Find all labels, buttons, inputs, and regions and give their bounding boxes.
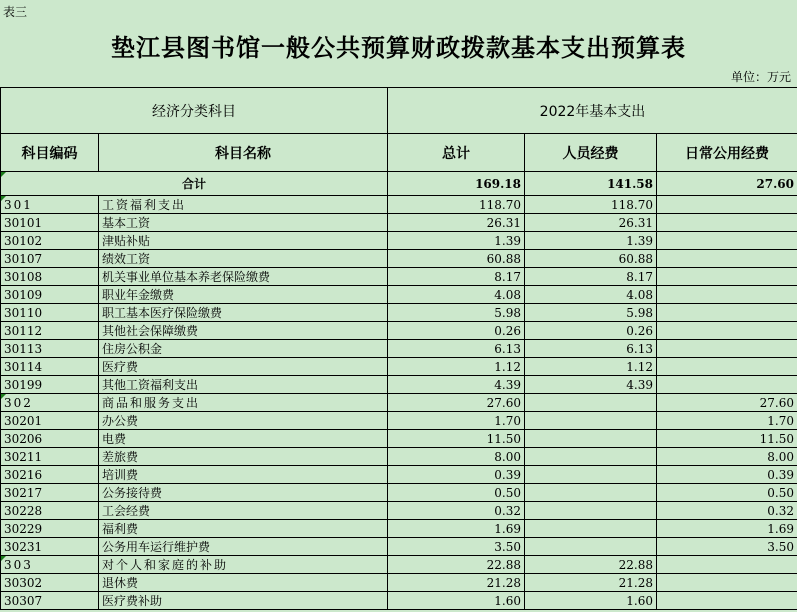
table-row [1, 322, 797, 340]
personnel-cell [525, 448, 657, 466]
personnel-cell: 22.88 [525, 556, 657, 574]
public-cell: 1.69 [657, 520, 797, 538]
table-row [1, 376, 797, 394]
name-cell: 福利费 [99, 520, 388, 538]
code-cell: 30101 [1, 214, 99, 232]
budget-table [0, 87, 797, 610]
header-row-1 [1, 88, 797, 134]
name-cell: 公务用车运行维护费 [99, 538, 388, 556]
public-cell: 0.32 [657, 502, 797, 520]
public-cell [657, 556, 797, 574]
totals-row [1, 172, 797, 196]
code-cell: 30199 [1, 376, 99, 394]
public-cell: 3.50 [657, 538, 797, 556]
personnel-cell: 118.70 [525, 196, 657, 214]
table-row [1, 430, 797, 448]
personnel-cell [525, 502, 657, 520]
code-cell: 30228 [1, 502, 99, 520]
totals-public: 27.60 [657, 172, 797, 196]
total-cell: 0.32 [388, 502, 525, 520]
personnel-cell: 1.39 [525, 232, 657, 250]
total-cell: 118.70 [388, 196, 525, 214]
public-cell: 11.50 [657, 430, 797, 448]
table-row [1, 520, 797, 538]
total-cell: 1.69 [388, 520, 525, 538]
total-cell: 26.31 [388, 214, 525, 232]
code-cell: 30102 [1, 232, 99, 250]
public-cell: 1.70 [657, 412, 797, 430]
personnel-cell: 0.26 [525, 322, 657, 340]
name-cell: 医疗费补助 [99, 592, 388, 610]
total-cell: 4.08 [388, 286, 525, 304]
total-cell: 5.98 [388, 304, 525, 322]
personnel-cell [525, 412, 657, 430]
public-cell [657, 322, 797, 340]
code-cell: 30108 [1, 268, 99, 286]
header-personnel: 人员经费 [525, 134, 657, 172]
public-cell [657, 232, 797, 250]
name-cell: 培训费 [99, 466, 388, 484]
table-row [1, 286, 797, 304]
total-cell: 21.28 [388, 574, 525, 592]
code-cell: 30107 [1, 250, 99, 268]
public-cell [657, 268, 797, 286]
table-row [1, 340, 797, 358]
personnel-cell [525, 484, 657, 502]
code-cell: 30201 [1, 412, 99, 430]
header-year-expense: 2022年基本支出 [388, 88, 797, 134]
name-cell: 电费 [99, 430, 388, 448]
name-cell: 住房公积金 [99, 340, 388, 358]
table-row [1, 214, 797, 232]
totals-label: 合计 [1, 172, 388, 196]
total-cell: 0.50 [388, 484, 525, 502]
personnel-cell: 1.12 [525, 358, 657, 376]
name-cell: 职业年金缴费 [99, 286, 388, 304]
name-cell: 对个人和家庭的补助 [99, 556, 388, 574]
table-row [1, 412, 797, 430]
personnel-cell: 26.31 [525, 214, 657, 232]
header-name: 科目名称 [99, 134, 388, 172]
personnel-cell [525, 538, 657, 556]
table-row [1, 502, 797, 520]
code-cell: 30211 [1, 448, 99, 466]
code-cell: 30110 [1, 304, 99, 322]
public-cell [657, 340, 797, 358]
group-row [1, 556, 797, 574]
personnel-cell [525, 394, 657, 412]
table-row [1, 268, 797, 286]
header-total: 总计 [388, 134, 525, 172]
name-cell: 医疗费 [99, 358, 388, 376]
table-row [1, 592, 797, 610]
public-cell [657, 286, 797, 304]
code-cell: 30302 [1, 574, 99, 592]
table-label: 表三 [3, 5, 28, 19]
public-cell [657, 376, 797, 394]
total-cell: 3.50 [388, 538, 525, 556]
personnel-cell: 60.88 [525, 250, 657, 268]
group-row [1, 394, 797, 412]
table-row [1, 358, 797, 376]
name-cell: 机关事业单位基本养老保险缴费 [99, 268, 388, 286]
total-cell: 0.39 [388, 466, 525, 484]
code-cell: 30206 [1, 430, 99, 448]
code-cell: 30307 [1, 592, 99, 610]
public-cell: 27.60 [657, 394, 797, 412]
public-cell [657, 196, 797, 214]
personnel-cell [525, 430, 657, 448]
personnel-cell [525, 466, 657, 484]
table-row [1, 448, 797, 466]
public-cell [657, 574, 797, 592]
total-cell: 22.88 [388, 556, 525, 574]
name-cell: 差旅费 [99, 448, 388, 466]
code-cell: 30113 [1, 340, 99, 358]
public-cell: 0.50 [657, 484, 797, 502]
total-cell: 1.60 [388, 592, 525, 610]
total-cell: 27.60 [388, 394, 525, 412]
table-row [1, 466, 797, 484]
total-cell: 1.12 [388, 358, 525, 376]
code-cell: 30112 [1, 322, 99, 340]
public-cell [657, 592, 797, 610]
total-cell: 4.39 [388, 376, 525, 394]
code-cell: 30229 [1, 520, 99, 538]
table-row [1, 574, 797, 592]
public-cell [657, 304, 797, 322]
header-public: 日常公用经费 [657, 134, 797, 172]
name-cell: 商品和服务支出 [99, 394, 388, 412]
code-cell: 30217 [1, 484, 99, 502]
total-cell: 1.70 [388, 412, 525, 430]
table-row [1, 250, 797, 268]
total-cell: 6.13 [388, 340, 525, 358]
name-cell: 其他社会保障缴费 [99, 322, 388, 340]
code-cell: 30231 [1, 538, 99, 556]
name-cell: 公务接待费 [99, 484, 388, 502]
code-cell: 30109 [1, 286, 99, 304]
personnel-cell: 6.13 [525, 340, 657, 358]
totals-personnel: 141.58 [525, 172, 657, 196]
name-cell: 绩效工资 [99, 250, 388, 268]
name-cell: 其他工资福利支出 [99, 376, 388, 394]
header-economic-category: 经济分类科目 [1, 88, 388, 134]
name-cell: 职工基本医疗保险缴费 [99, 304, 388, 322]
total-cell: 8.00 [388, 448, 525, 466]
name-cell: 工会经费 [99, 502, 388, 520]
table-row [1, 304, 797, 322]
table-row [1, 232, 797, 250]
total-cell: 8.17 [388, 268, 525, 286]
table-row [1, 484, 797, 502]
name-cell: 津贴补贴 [99, 232, 388, 250]
personnel-cell: 4.39 [525, 376, 657, 394]
page-title: 垫江县图书馆一般公共预算财政拨款基本支出预算表 [111, 33, 686, 62]
personnel-cell: 8.17 [525, 268, 657, 286]
unit-label: 单位：万元 [730, 70, 791, 84]
total-cell: 11.50 [388, 430, 525, 448]
personnel-cell: 1.60 [525, 592, 657, 610]
total-cell: 60.88 [388, 250, 525, 268]
personnel-cell: 4.08 [525, 286, 657, 304]
code-cell: 301 [1, 196, 99, 214]
name-cell: 退休费 [99, 574, 388, 592]
code-cell: 30216 [1, 466, 99, 484]
name-cell: 基本工资 [99, 214, 388, 232]
total-cell: 0.26 [388, 322, 525, 340]
name-cell: 办公费 [99, 412, 388, 430]
public-cell [657, 250, 797, 268]
personnel-cell: 5.98 [525, 304, 657, 322]
total-cell: 1.39 [388, 232, 525, 250]
code-cell: 303 [1, 556, 99, 574]
public-cell: 8.00 [657, 448, 797, 466]
public-cell [657, 214, 797, 232]
personnel-cell [525, 520, 657, 538]
personnel-cell: 21.28 [525, 574, 657, 592]
header-row-2 [1, 134, 797, 172]
public-cell: 0.39 [657, 466, 797, 484]
group-row [1, 196, 797, 214]
public-cell [657, 358, 797, 376]
table-row [1, 538, 797, 556]
totals-total: 169.18 [388, 172, 525, 196]
name-cell: 工资福利支出 [99, 196, 388, 214]
code-cell: 302 [1, 394, 99, 412]
header-code: 科目编码 [1, 134, 99, 172]
code-cell: 30114 [1, 358, 99, 376]
